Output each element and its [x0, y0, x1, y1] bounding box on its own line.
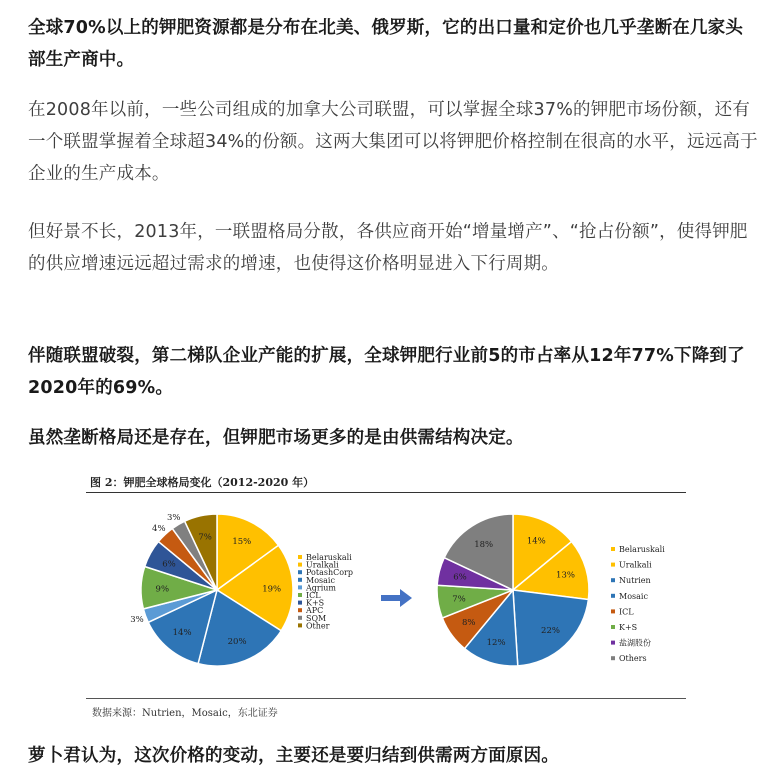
paragraph-conclusion: 萝卜君认为，这次价格的变动，主要还是要归结到供需两方面原因。 [28, 746, 559, 766]
pie-data-label: 15% [232, 537, 252, 548]
pie-data-label: 8% [461, 618, 476, 629]
legend-swatch [611, 547, 615, 551]
legend-label: Belaruskali [619, 545, 665, 554]
legend-swatch [298, 585, 302, 589]
right-arrow-icon [381, 589, 412, 607]
figure-charts [86, 494, 692, 714]
legend-label: Other [306, 621, 330, 631]
legend-label: Uralkali [306, 560, 339, 570]
pie-data-label: 19% [262, 584, 282, 595]
pie-data-label: 12% [486, 638, 506, 648]
legend-swatch [298, 616, 302, 620]
legend-label: ICL [306, 591, 321, 600]
pie-data-label: 6% [453, 572, 467, 583]
legend-swatch [611, 594, 615, 598]
legend-label: ICL [619, 607, 634, 617]
legend-swatch [298, 570, 302, 574]
legend-swatch [611, 656, 615, 660]
pie-data-label: 14% [526, 536, 546, 547]
legend-label: SQM [306, 613, 327, 623]
legend-swatch [611, 563, 615, 567]
legend-label: Others [619, 654, 647, 664]
pie-data-label: 7% [198, 532, 212, 543]
legend-label: APC [306, 606, 324, 616]
pie-chart-2 [437, 514, 589, 666]
paragraph-2013: 但好景不长，2013年，一联盟格局分散，各供应商开始“增量增产”、“抢占份额”，使得钾肥的供应增速远远超过需求的增速，也使得这价格明显进入下行周期。 [28, 222, 748, 274]
legend-swatch [611, 609, 615, 613]
figure-title: 图 2：钾肥全球格局变化（2012-2020 年） [90, 476, 315, 489]
pie-data-label: 3% [130, 614, 144, 625]
paragraph-supply-demand: 虽然垄断格局还是存在，但钾肥市场更多的是由供需结构决定。 [28, 428, 524, 448]
legend-label: Uralkali [619, 560, 652, 570]
legend-swatch [611, 625, 615, 629]
paragraph-market-share: 伴随联盟破裂，第二梯队企业产能的扩展，全球钾肥行业前5的市占率从12年77%下降到了2020年的69%。 [28, 346, 745, 398]
legend-label: PotashCorp [306, 568, 353, 578]
paragraph-resources: 全球70%以上的钾肥资源都是分布在北美、俄罗斯，它的出口量和定价也几乎垄断在几家头部生产商中。 [28, 18, 744, 70]
pie-data-label: 18% [474, 539, 494, 550]
pie-legend-1 [298, 553, 353, 630]
pie-legend-2 [611, 545, 665, 663]
legend-label: Agrium [306, 583, 337, 593]
legend-swatch [298, 563, 302, 567]
pie-data-label: 4% [152, 524, 166, 534]
pie-data-label: 9% [155, 584, 170, 595]
figure-top-rule [86, 492, 686, 493]
pie-data-label: 20% [227, 636, 247, 647]
legend-label: K+S [306, 598, 325, 608]
legend-swatch [298, 593, 302, 597]
legend-label: Mosaic [619, 591, 648, 601]
pie-data-label: 7% [452, 594, 466, 605]
legend-label: Belaruskali [306, 553, 352, 562]
pie-data-label: 13% [556, 570, 575, 581]
legend-swatch [298, 578, 302, 582]
legend-label: K+S [619, 623, 638, 632]
legend-label: Nutrien [619, 576, 651, 586]
legend-swatch [298, 623, 302, 627]
legend-swatch [611, 641, 615, 645]
legend-label: Mosaic [306, 575, 335, 585]
legend-swatch [298, 608, 302, 612]
legend-swatch [611, 578, 615, 582]
pie-data-label: 3% [166, 512, 181, 523]
legend-swatch [298, 601, 302, 605]
paragraph-alliance: 在2008年以前，一些公司组成的加拿大公司联盟，可以掌握全球37%的钾肥市场份额，还有一个联盟掌握着全球超34%的份额。这两大集团可以将钾肥价格控制在很高的水平，远远高于企业的生产成本。 [28, 100, 758, 184]
figure-bottom-rule [86, 698, 686, 699]
legend-label: 盐湖股份 [619, 638, 651, 648]
figure-potash-pattern [86, 474, 692, 720]
figure-source: 数据来源：Nutrien，Mosaic，东北证券 [92, 708, 278, 719]
legend-swatch [298, 555, 302, 559]
pie-data-label: 6% [162, 559, 176, 570]
pie-data-label: 14% [172, 628, 192, 639]
pie-data-label: 22% [541, 625, 560, 636]
pie-chart-1 [130, 513, 293, 666]
